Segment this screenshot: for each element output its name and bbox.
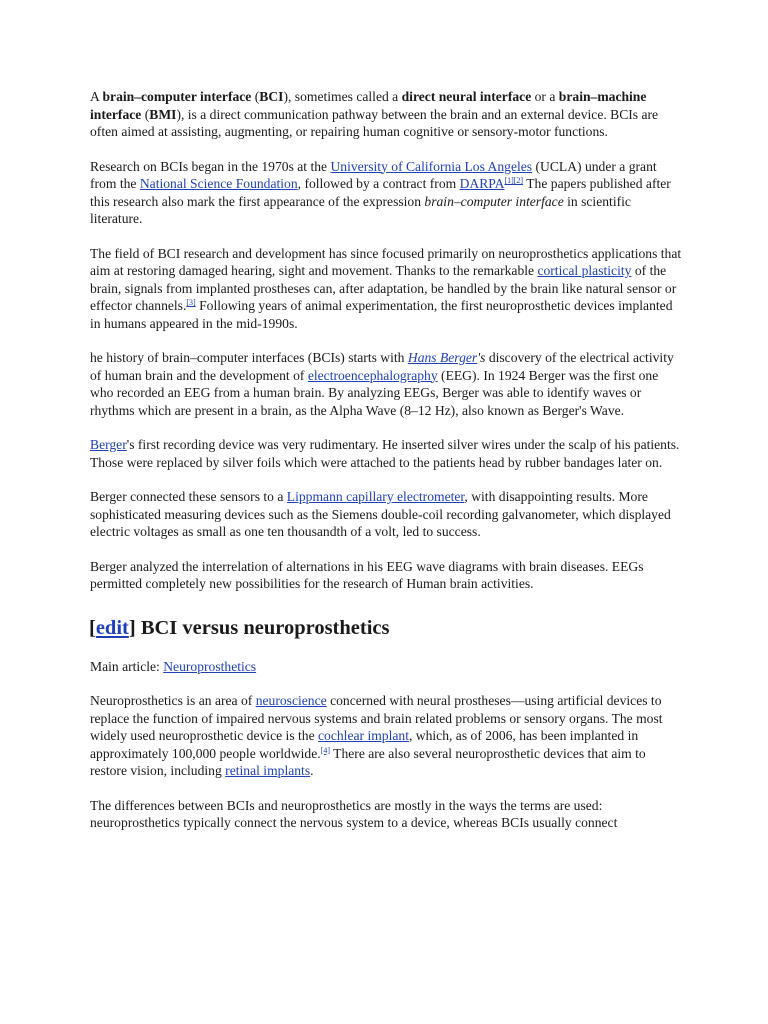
text: (UCLA) under a grant from the <box>90 158 657 191</box>
text: The differences between BCIs and neuroprosthetics are mostly in the ways the terms are used: neuroprosthetics typically connect the nervous system to a device, whereas BCIs usually connect <box>90 797 618 830</box>
edit-link[interactable]: edit <box>95 616 129 639</box>
text: Following years of animal experimentation, the first neuroprosthetic devices implanted in humans appeared in the mid-1990s. <box>90 298 673 331</box>
dni-term: direct neural interface <box>401 89 532 104</box>
text: 's first recording device was very rudimentary. He inserted silver wires under the scalp of his patients. Those were replaced by silver foils which were attached to the patients head by rubber bandages later on. <box>90 437 680 470</box>
ucla-link[interactable]: University of California Los Angeles <box>330 158 533 174</box>
text: Research on BCIs began in the 1970s at the <box>90 158 331 174</box>
text: in scientific literature. <box>90 193 631 226</box>
bmi-term: brain–machine interface <box>90 89 647 122</box>
neuroprosthetics-link[interactable]: Neuroprosthetics <box>163 658 257 674</box>
darpa-link[interactable]: DARPA <box>459 176 505 191</box>
text: , followed by a contract from <box>297 176 460 191</box>
text: concerned with neural prostheses—using artificial devices to replace the function of impaired nervous systems and brain related problems or sensory organs. The most widely used neuroprosthetic device is the <box>90 693 663 743</box>
text: he history of brain–computer interfaces (BCIs) starts with <box>90 350 408 365</box>
nsf-link[interactable]: National Science Foundation <box>139 176 298 191</box>
bracket: ] <box>128 616 136 639</box>
citation-link-1[interactable]: [1] <box>504 176 514 185</box>
article-body <box>90 88 682 849</box>
retinal-implants-link[interactable]: retinal implants <box>225 763 311 778</box>
history-paragraph <box>90 349 682 419</box>
citation-link-4[interactable]: [4] <box>320 745 330 755</box>
text: There are also several neuroprosthetic devices that aim to restore vision, including <box>90 745 646 778</box>
text: Berger analyzed the interrelation of alternations in his EEG wave diagrams with brain diseases. EEGs permitted completely new possibilities for the research of Human brain activities. <box>90 558 644 591</box>
text: A <box>90 89 103 104</box>
text: , which, as of 2006, has been implanted in approximately 100,000 people worldwide. <box>90 728 639 761</box>
citation-4 <box>321 746 330 755</box>
neuroprosthetics-paragraph <box>90 692 682 780</box>
sensors-paragraph <box>90 488 682 541</box>
section-title: BCI versus neuroprosthetics <box>135 616 390 639</box>
first-device-paragraph <box>90 436 682 471</box>
citation-link-3[interactable]: [3] <box>186 298 196 307</box>
main-article-note <box>90 658 682 676</box>
berger-link[interactable]: Berger <box>90 437 127 452</box>
research-paragraph <box>90 158 682 228</box>
main-article-label: Main article: <box>90 658 164 674</box>
text: of the brain, signals from implanted prostheses can, after adaptation, be handled by the brain like natural sensor or effector channels. <box>90 263 677 313</box>
italic-term: brain–computer interface <box>424 193 564 209</box>
text: 's <box>477 350 486 365</box>
bracket: [ <box>89 616 96 639</box>
neuroscience-link[interactable]: neuroscience <box>255 693 327 708</box>
hans-berger-link[interactable]: Hans Berger <box>407 350 478 365</box>
differences-paragraph <box>90 797 682 832</box>
text: ), is a direct communication pathway between the brain and an external device. BCIs are often aimed at assisting, augmenting, or repairing human cognitive or sensory-motor functions. <box>90 106 659 139</box>
text: or a <box>531 89 559 104</box>
lippmann-link[interactable]: Lippmann capillary electrometer <box>286 489 465 504</box>
field-paragraph <box>90 245 682 333</box>
text: Neuroprosthetics is an area of <box>90 693 256 708</box>
text: . <box>310 763 314 778</box>
bmi-abbr: BMI <box>149 106 177 122</box>
citation-link-2[interactable]: [2] <box>513 176 524 185</box>
bci-term: brain–computer interface <box>102 89 252 104</box>
cortical-plasticity-link[interactable]: cortical plasticity <box>537 263 632 278</box>
text: The papers published after this research also mark the first appearance of the expression <box>90 176 671 209</box>
text: (EEG). In 1924 Berger was the first one who recorded an EEG from a human brain. By analyzing EEGs, Berger was able to identify waves or rhythms which are present in a brain, as the Alpha Wave (8–12 Hz), also known as Berger's Wave. <box>90 367 659 418</box>
text: discovery of the electrical activity of human brain and the development of <box>90 350 674 383</box>
intro-paragraph <box>90 88 682 141</box>
text: ), sometimes called a <box>283 89 402 104</box>
bci-abbr: BCI <box>259 89 284 104</box>
text: Berger connected these sensors to a <box>90 489 287 504</box>
text: ( <box>141 106 150 122</box>
section-heading <box>89 615 682 641</box>
text: , with disappointing results. More sophisticated measuring devices such as the Siemens double-coil recording galvanometer, which displayed electric voltages as small as one ten thousandth of a volt, led to success. <box>90 489 671 539</box>
cochlear-implant-link[interactable]: cochlear implant <box>318 728 409 743</box>
text: The field of BCI research and development has since focused primarily on neuroprosthetics applications that aim at restoring damaged hearing, sight and movement. Thanks to the remarkable <box>90 245 682 278</box>
citation-3 <box>186 298 195 307</box>
analysis-paragraph <box>90 558 682 593</box>
citation-1 <box>504 176 523 185</box>
eeg-link[interactable]: electroencephalography <box>307 367 438 383</box>
text: ( <box>251 89 260 104</box>
